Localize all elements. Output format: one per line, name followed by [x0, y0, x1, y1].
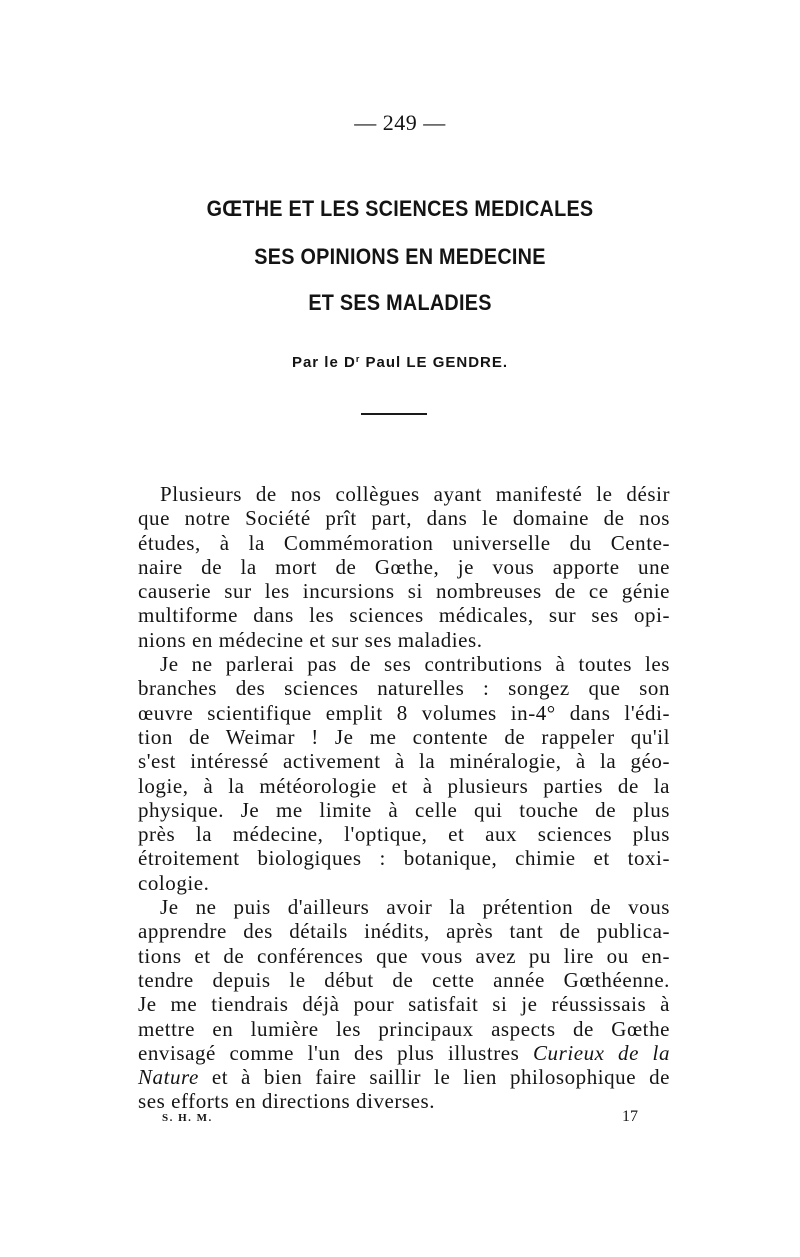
paragraph-line: tion de Weimar ! Je me contente de rappeler qu'il: [138, 724, 670, 749]
paragraph-line: branches des sciences naturelles : songez que son: [138, 676, 670, 701]
paragraph-line: œuvre scientifique emplit 8 volumes in-4° dans l'édi-: [138, 700, 670, 725]
byline-author: Paul LE GENDRE.: [360, 354, 509, 371]
paragraph-line: nions en médecine et sur ses maladies.: [138, 627, 483, 652]
paragraph-line: naire de la mort de Gœthe, je vous apporte une: [138, 554, 670, 579]
paragraph-line: étroitement biologiques : botanique, chimie et toxi-: [138, 846, 670, 871]
signature-mark: S. H. M.: [162, 1112, 213, 1124]
paragraph-line: tions et de conférences que vous avez pu lire ou en-: [138, 943, 670, 968]
page-footer: [162, 1108, 638, 1128]
article-body: [138, 482, 670, 1114]
paragraph-line: cologie.: [138, 870, 210, 895]
paragraph-line: envisagé comme l'un des plus illustres Curieux de la: [138, 1040, 670, 1065]
paragraph-line: logie, à la météorologie et à plusieurs parties de la: [138, 773, 670, 798]
byline-prefix: Par le D: [291, 354, 356, 371]
author-byline: [0, 354, 800, 371]
paragraph-line: causerie sur les incursions si nombreuses de ce génie: [138, 579, 670, 604]
paragraph-line: mettre en lumière les principaux aspects de Gœthe: [138, 1016, 670, 1041]
paragraph-line: Nature et à bien faire saillir le lien philosophique de: [138, 1065, 670, 1090]
title-line: SES OPINIONS EN MEDECINE: [254, 244, 546, 269]
title-line: ET SES MALADIES: [308, 290, 492, 315]
sheet-number: 17: [622, 1108, 638, 1125]
paragraph-line: Je ne puis d'ailleurs avoir la prétention de vous: [160, 895, 670, 920]
paragraph-line: Plusieurs de nos collègues ayant manifesté le désir: [160, 482, 670, 506]
paragraph-line: tendre depuis le début de cette année Gœthéenne.: [138, 967, 670, 992]
paragraph-line: études, à la Commémoration universelle du Cente-: [138, 530, 670, 555]
paragraph-line: physique. Je me limite à celle qui touche de plus: [138, 797, 670, 822]
paragraph-line: Je ne parlerai pas de ses contributions à toutes les: [160, 652, 670, 677]
paragraph-line: ses efforts en directions diverses.: [138, 1089, 436, 1114]
title-line: GŒTHE ET LES SCIENCES MEDICALES: [206, 196, 594, 221]
paragraph-line: que notre Société prît part, dans le domaine de nos: [138, 506, 670, 531]
paragraph-line: s'est intéressé activement à la minéralogie, à la géo-: [138, 749, 670, 774]
paragraph-line: près la médecine, l'optique, et aux sciences plus: [138, 822, 670, 847]
paragraph-line: Je me tiendrais déjà pour satisfait si je réussissais à: [138, 992, 670, 1017]
paragraph-line: multiforme dans les sciences médicales, sur ses opi-: [138, 603, 670, 628]
page-number: — 249 —: [354, 110, 446, 135]
byline-superscript: r: [355, 354, 361, 364]
paragraph-line: apprendre des détails inédits, après tant de publica-: [138, 919, 670, 944]
separator-rule: [361, 413, 427, 415]
